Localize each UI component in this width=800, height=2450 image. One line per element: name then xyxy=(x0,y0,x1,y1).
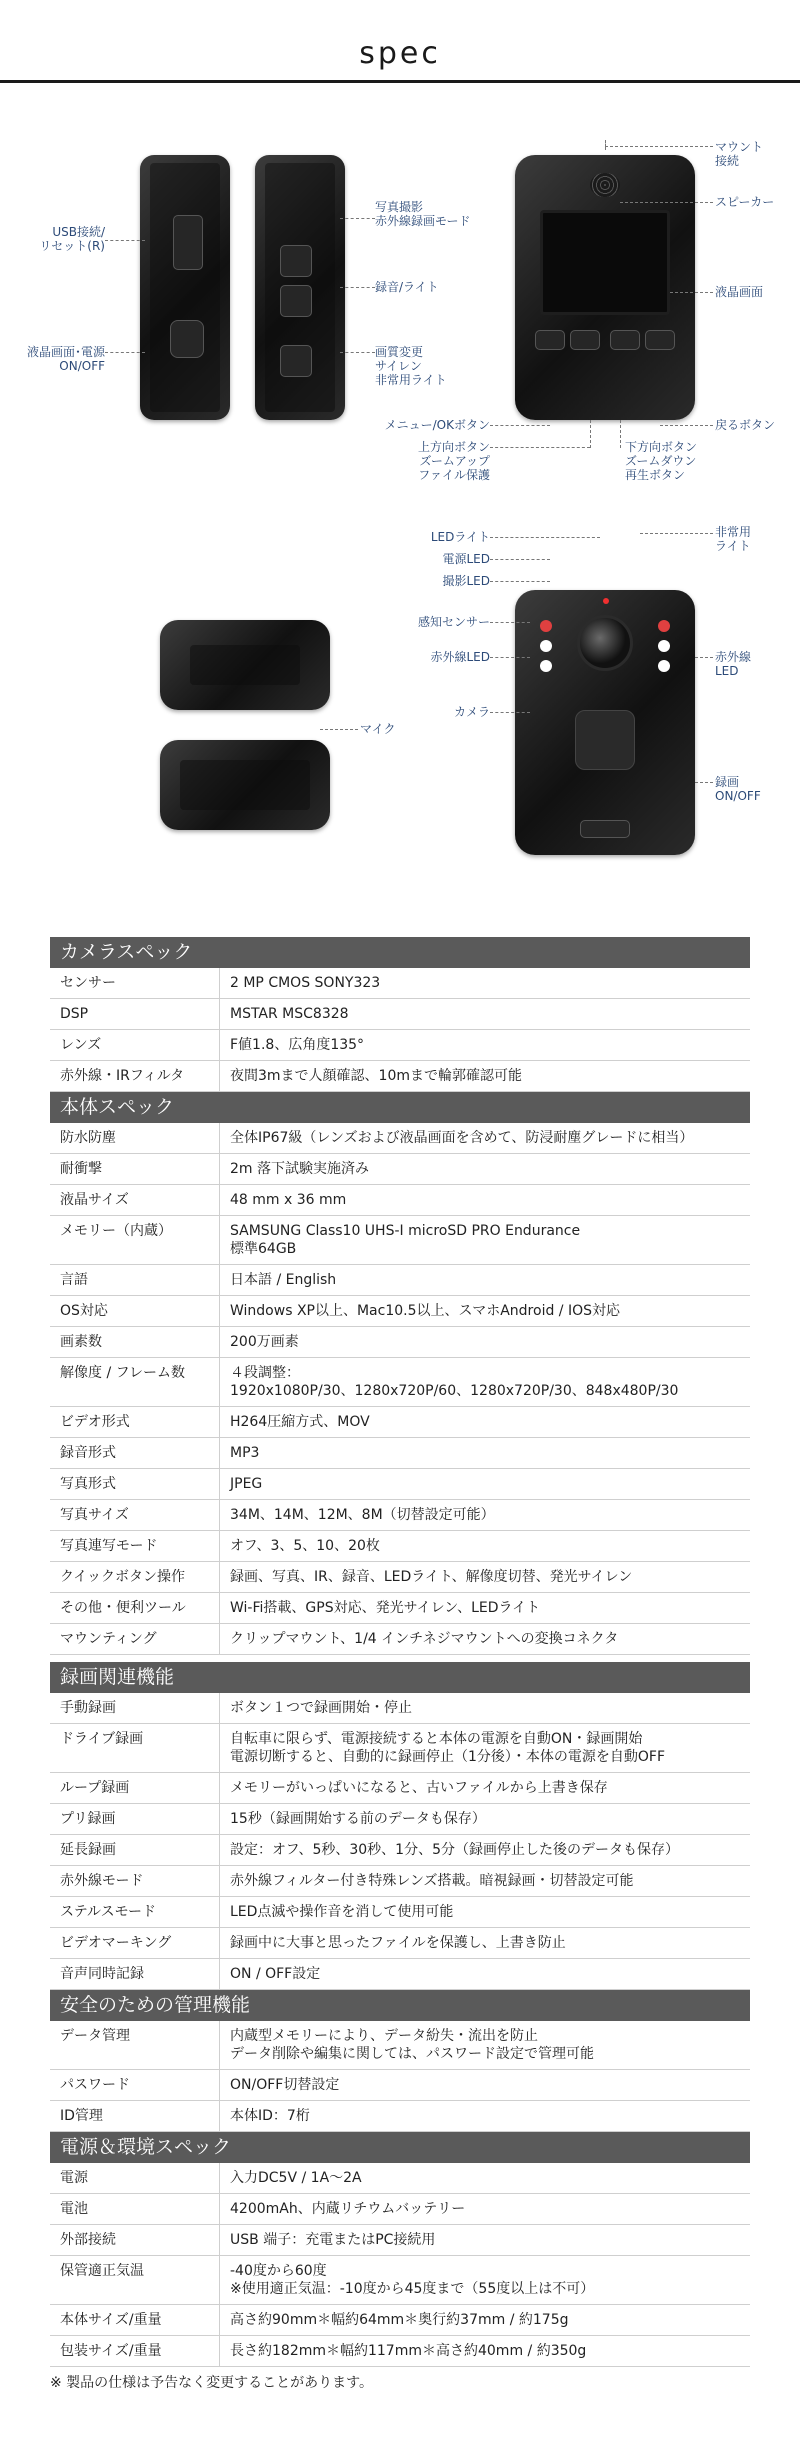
callout-ir-led: 赤外線LED xyxy=(430,650,490,664)
spec-value: クリップマウント、1/4 インチネジマウントへの変換コネクタ xyxy=(230,1631,619,1647)
spec-label: 写真連写モード xyxy=(50,1531,220,1561)
spec-value: MP3 xyxy=(230,1445,260,1461)
device-side-left-image xyxy=(140,155,230,420)
page-header xyxy=(0,0,800,86)
spec-value: 日本語 / English xyxy=(230,1272,337,1288)
spec-row xyxy=(50,2070,750,2101)
lcd-screen xyxy=(540,210,670,315)
callout-rec-led: 撮影LED xyxy=(442,574,490,588)
callout-camera: カメラ xyxy=(453,705,490,719)
spec-label: ビデオマーキング xyxy=(50,1928,220,1958)
spec-value: 設定：オフ、5秒、30秒、1分、5分（録画停止した後のデータも保存） xyxy=(230,1842,679,1858)
callout-mount: マウント 接続 xyxy=(715,140,764,168)
spec-row xyxy=(50,2021,750,2070)
spec-row xyxy=(50,2256,750,2305)
spec-label: マウンティング xyxy=(50,1624,220,1654)
spec-label: 録音形式 xyxy=(50,1438,220,1468)
device-back-image xyxy=(515,155,695,420)
spec-label: クイックボタン操作 xyxy=(50,1562,220,1592)
spec-label: 電池 xyxy=(50,2194,220,2224)
spec-label: 写真形式 xyxy=(50,1469,220,1499)
quality-button xyxy=(280,345,312,377)
spec-row xyxy=(50,1897,750,1928)
spec-label: メモリー（内蔵） xyxy=(50,1216,220,1264)
callout-mic: マイク xyxy=(360,722,396,736)
spec-row xyxy=(50,1469,750,1500)
section-header: 本体スペック xyxy=(50,1092,750,1123)
spec-value: 4200mAh、内蔵リチウムバッテリー xyxy=(230,2201,466,2217)
callout-quality: 画質変更 サイレン 非常用ライト xyxy=(375,345,447,387)
spec-row xyxy=(50,1358,750,1407)
callout-power-led: 電源LED xyxy=(442,552,490,566)
spec-row xyxy=(50,1265,750,1296)
spec-value: 長さ約182mm＊幅約117mm＊高さ約40mm / 約350g xyxy=(230,2343,587,2359)
callout-emergency: 非常用 ライト xyxy=(715,525,752,553)
callout-menu: メニュー/OKボタン xyxy=(384,418,490,432)
spec-row xyxy=(50,1500,750,1531)
spec-row xyxy=(50,999,750,1030)
spec-row xyxy=(50,2305,750,2336)
spec-row xyxy=(50,1061,750,1092)
spec-value: オフ、3、5、10、20枚 xyxy=(230,1538,380,1554)
spec-value: 34M、14M、12M、8M（切替設定可能） xyxy=(230,1507,495,1523)
camera-lens xyxy=(577,615,633,671)
spec-row xyxy=(50,1928,750,1959)
callout-photo: 写真撮影 赤外線録画モード xyxy=(375,200,471,228)
spec-value: 200万画素 xyxy=(230,1334,299,1350)
callout-led-light: LEDライト xyxy=(430,530,490,544)
spec-value: 内蔵型メモリーにより、データ紛失・流出を防止 データ削除や編集に関しては、パスワード設定で管理可能 xyxy=(230,2028,594,2062)
section-header: 録画関連機能 xyxy=(50,1662,750,1693)
spec-value: 入力DC5V / 1A～2A xyxy=(230,2170,362,2186)
spec-label: 防水防塵 xyxy=(50,1123,220,1153)
callout-speaker: スピーカー xyxy=(715,195,775,209)
spec-value: ボタン１つで録画開始・停止 xyxy=(230,1700,412,1716)
spec-value: F値1.8、広角度135° xyxy=(230,1037,365,1053)
spec-row xyxy=(50,1531,750,1562)
spec-label: OS対応 xyxy=(50,1296,220,1326)
section-header: 安全のための管理機能 xyxy=(50,1990,750,2021)
spec-table-functions xyxy=(50,1662,750,2367)
spec-value: 15秒（録画開始する前のデータも保存） xyxy=(230,1811,486,1827)
spec-value: MSTAR MSC8328 xyxy=(230,1006,349,1022)
callout-down: 下方向ボタン ズームダウン 再生ボタン xyxy=(625,440,698,482)
usb-port-cover xyxy=(173,215,203,270)
spec-label: センサー xyxy=(50,968,220,998)
spec-label: 解像度 / フレーム数 xyxy=(50,1358,220,1406)
spec-row xyxy=(50,1154,750,1185)
spec-value: JPEG xyxy=(230,1476,263,1492)
spec-value: USB 端子：充電またはPC接続用 xyxy=(230,2232,436,2248)
spec-value: 夜間3mまで人顔確認、10mまで輪郭確認可能 xyxy=(230,1068,522,1084)
photo-button xyxy=(280,245,312,277)
spec-row xyxy=(50,1185,750,1216)
header-divider xyxy=(0,80,800,83)
spec-row xyxy=(50,1562,750,1593)
spec-label: 赤外線モード xyxy=(50,1866,220,1896)
spec-row xyxy=(50,2336,750,2367)
spec-value: Windows XP以上、Mac10.5以上、スマホAndroid / IOS対応 xyxy=(230,1303,621,1319)
spec-label: 写真サイズ xyxy=(50,1500,220,1530)
spec-row xyxy=(50,1030,750,1061)
spec-row xyxy=(50,2225,750,2256)
spec-label: DSP xyxy=(50,999,220,1029)
spec-row xyxy=(50,1773,750,1804)
spec-label: プリ録画 xyxy=(50,1804,220,1834)
spec-label: その他・便利ツール xyxy=(50,1593,220,1623)
spec-value: 高さ約90mm＊幅約64mm＊奥行約37mm / 約175g xyxy=(230,2312,569,2328)
spec-value: 録画、写真、IR、録音、LEDライト、解像度切替、発光サイレン xyxy=(230,1569,633,1585)
spec-value: ４段調整： 1920x1080P/30、1280x720P/60、1280x720P/30、848x480P/30 xyxy=(230,1365,679,1399)
spec-row xyxy=(50,2101,750,2132)
spec-value: ON/OFF切替設定 xyxy=(230,2077,340,2093)
spec-label: ID管理 xyxy=(50,2101,220,2131)
spec-label: データ管理 xyxy=(50,2021,220,2069)
spec-row xyxy=(50,1835,750,1866)
spec-row xyxy=(50,2163,750,2194)
spec-row xyxy=(50,1216,750,1265)
spec-row xyxy=(50,1866,750,1897)
section-header: 電源＆環境スペック xyxy=(50,2132,750,2163)
product-illustrations xyxy=(0,100,800,890)
spec-value: 48 mm x 36 mm xyxy=(230,1192,347,1208)
spec-value: -40度から60度 ※使用適正気温：-10度から45度まで（55度以上は不可） xyxy=(230,2263,595,2297)
spec-value: メモリーがいっぱいになると、古いファイルから上書き保存 xyxy=(230,1780,608,1796)
spec-label: ループ録画 xyxy=(50,1773,220,1803)
spec-row xyxy=(50,1407,750,1438)
spec-label: 音声同時記録 xyxy=(50,1959,220,1989)
spec-row xyxy=(50,1959,750,1990)
spec-row xyxy=(50,2194,750,2225)
callout-record: 録音/ライト xyxy=(375,280,439,294)
spec-label: ステルスモード xyxy=(50,1897,220,1927)
callout-sensor: 感知センサー xyxy=(417,615,490,629)
spec-row xyxy=(50,1327,750,1358)
callout-up: 上方向ボタン ズームアップ ファイル保護 xyxy=(417,440,490,482)
callout-usb: USB接続/ リセット(R) xyxy=(39,225,105,253)
spec-label: ビデオ形式 xyxy=(50,1407,220,1437)
spec-row xyxy=(50,1804,750,1835)
logo-plate xyxy=(575,710,635,770)
callout-back: 戻るボタン xyxy=(715,418,776,432)
callout-lcd: 液晶画面 xyxy=(715,285,764,299)
spec-label: 外部接続 xyxy=(50,2225,220,2255)
spec-value: Wi-Fi搭載、GPS対応、発光サイレン、LEDライト xyxy=(230,1600,541,1616)
section-header: カメラスペック xyxy=(50,937,750,968)
spec-value: LED点滅や操作音を消して使用可能 xyxy=(230,1904,454,1920)
callout-rec-onoff: 録画 ON/OFF xyxy=(715,775,761,803)
spec-value: 2 MP CMOS SONY323 xyxy=(230,975,381,991)
spec-label: 延長録画 xyxy=(50,1835,220,1865)
spec-row xyxy=(50,1438,750,1469)
spec-label: 電源 xyxy=(50,2163,220,2193)
spec-value: H264圧縮方式、MOV xyxy=(230,1414,370,1430)
spec-label: レンズ xyxy=(50,1030,220,1060)
spec-label: 液晶サイズ xyxy=(50,1185,220,1215)
spec-row xyxy=(50,968,750,999)
led-light xyxy=(603,598,609,604)
spec-value: 全体IP67級（レンズおよび液晶画面を含めて、防浸耐塵グレードに相当） xyxy=(230,1130,694,1146)
power-button xyxy=(170,320,204,358)
device-top-image xyxy=(160,620,330,710)
spec-value: 録画中に大事と思ったファイルを保護し、上書き防止 xyxy=(230,1935,566,1951)
spec-label: パスワード xyxy=(50,2070,220,2100)
device-bottom-image xyxy=(160,740,330,830)
spec-row xyxy=(50,1593,750,1624)
spec-label: ドライブ録画 xyxy=(50,1724,220,1772)
footer-note: ※ 製品の仕様は予告なく変更することがあります。 xyxy=(50,2375,374,2391)
spec-value: 自転車に限らず、電源接続すると本体の電源を自動ON・録画開始 電源切断すると、自動的に録画停止（1分後）・本体の電源を自動OFF xyxy=(230,1731,666,1765)
page-title: spec xyxy=(359,36,441,71)
spec-row xyxy=(50,1693,750,1724)
spec-label: 手動録画 xyxy=(50,1693,220,1723)
spec-label: 言語 xyxy=(50,1265,220,1295)
spec-label: 包装サイズ/重量 xyxy=(50,2336,220,2366)
spec-value: 赤外線フィルター付き特殊レンズ搭載。暗視録画・切替設定可能 xyxy=(230,1873,634,1889)
spec-table-camera-body xyxy=(50,937,750,1655)
speaker-grille xyxy=(590,173,620,197)
spec-value: SAMSUNG Class10 UHS-I microSD PRO Endurance 標準64GB xyxy=(230,1223,581,1257)
spec-row xyxy=(50,1123,750,1154)
spec-label: 赤外線・IRフィルタ xyxy=(50,1061,220,1091)
device-side-right-image xyxy=(255,155,345,420)
callout-power: 液晶画面･電源 ON/OFF xyxy=(26,345,105,373)
spec-row xyxy=(50,1624,750,1655)
spec-label: 本体サイズ/重量 xyxy=(50,2305,220,2335)
spec-row xyxy=(50,1724,750,1773)
spec-label: 画素数 xyxy=(50,1327,220,1357)
device-front-image xyxy=(515,590,695,855)
audio-button xyxy=(280,285,312,317)
spec-label: 保管適正気温 xyxy=(50,2256,220,2304)
callout-ir-led-right: 赤外線 LED xyxy=(715,650,752,678)
spec-value: 本体ID：7桁 xyxy=(230,2108,310,2124)
spec-row xyxy=(50,1296,750,1327)
record-button xyxy=(580,820,630,838)
spec-label: 耐衝撃 xyxy=(50,1154,220,1184)
spec-value: ON / OFF設定 xyxy=(230,1966,321,1982)
spec-value: 2m 落下試験実施済み xyxy=(230,1161,369,1177)
